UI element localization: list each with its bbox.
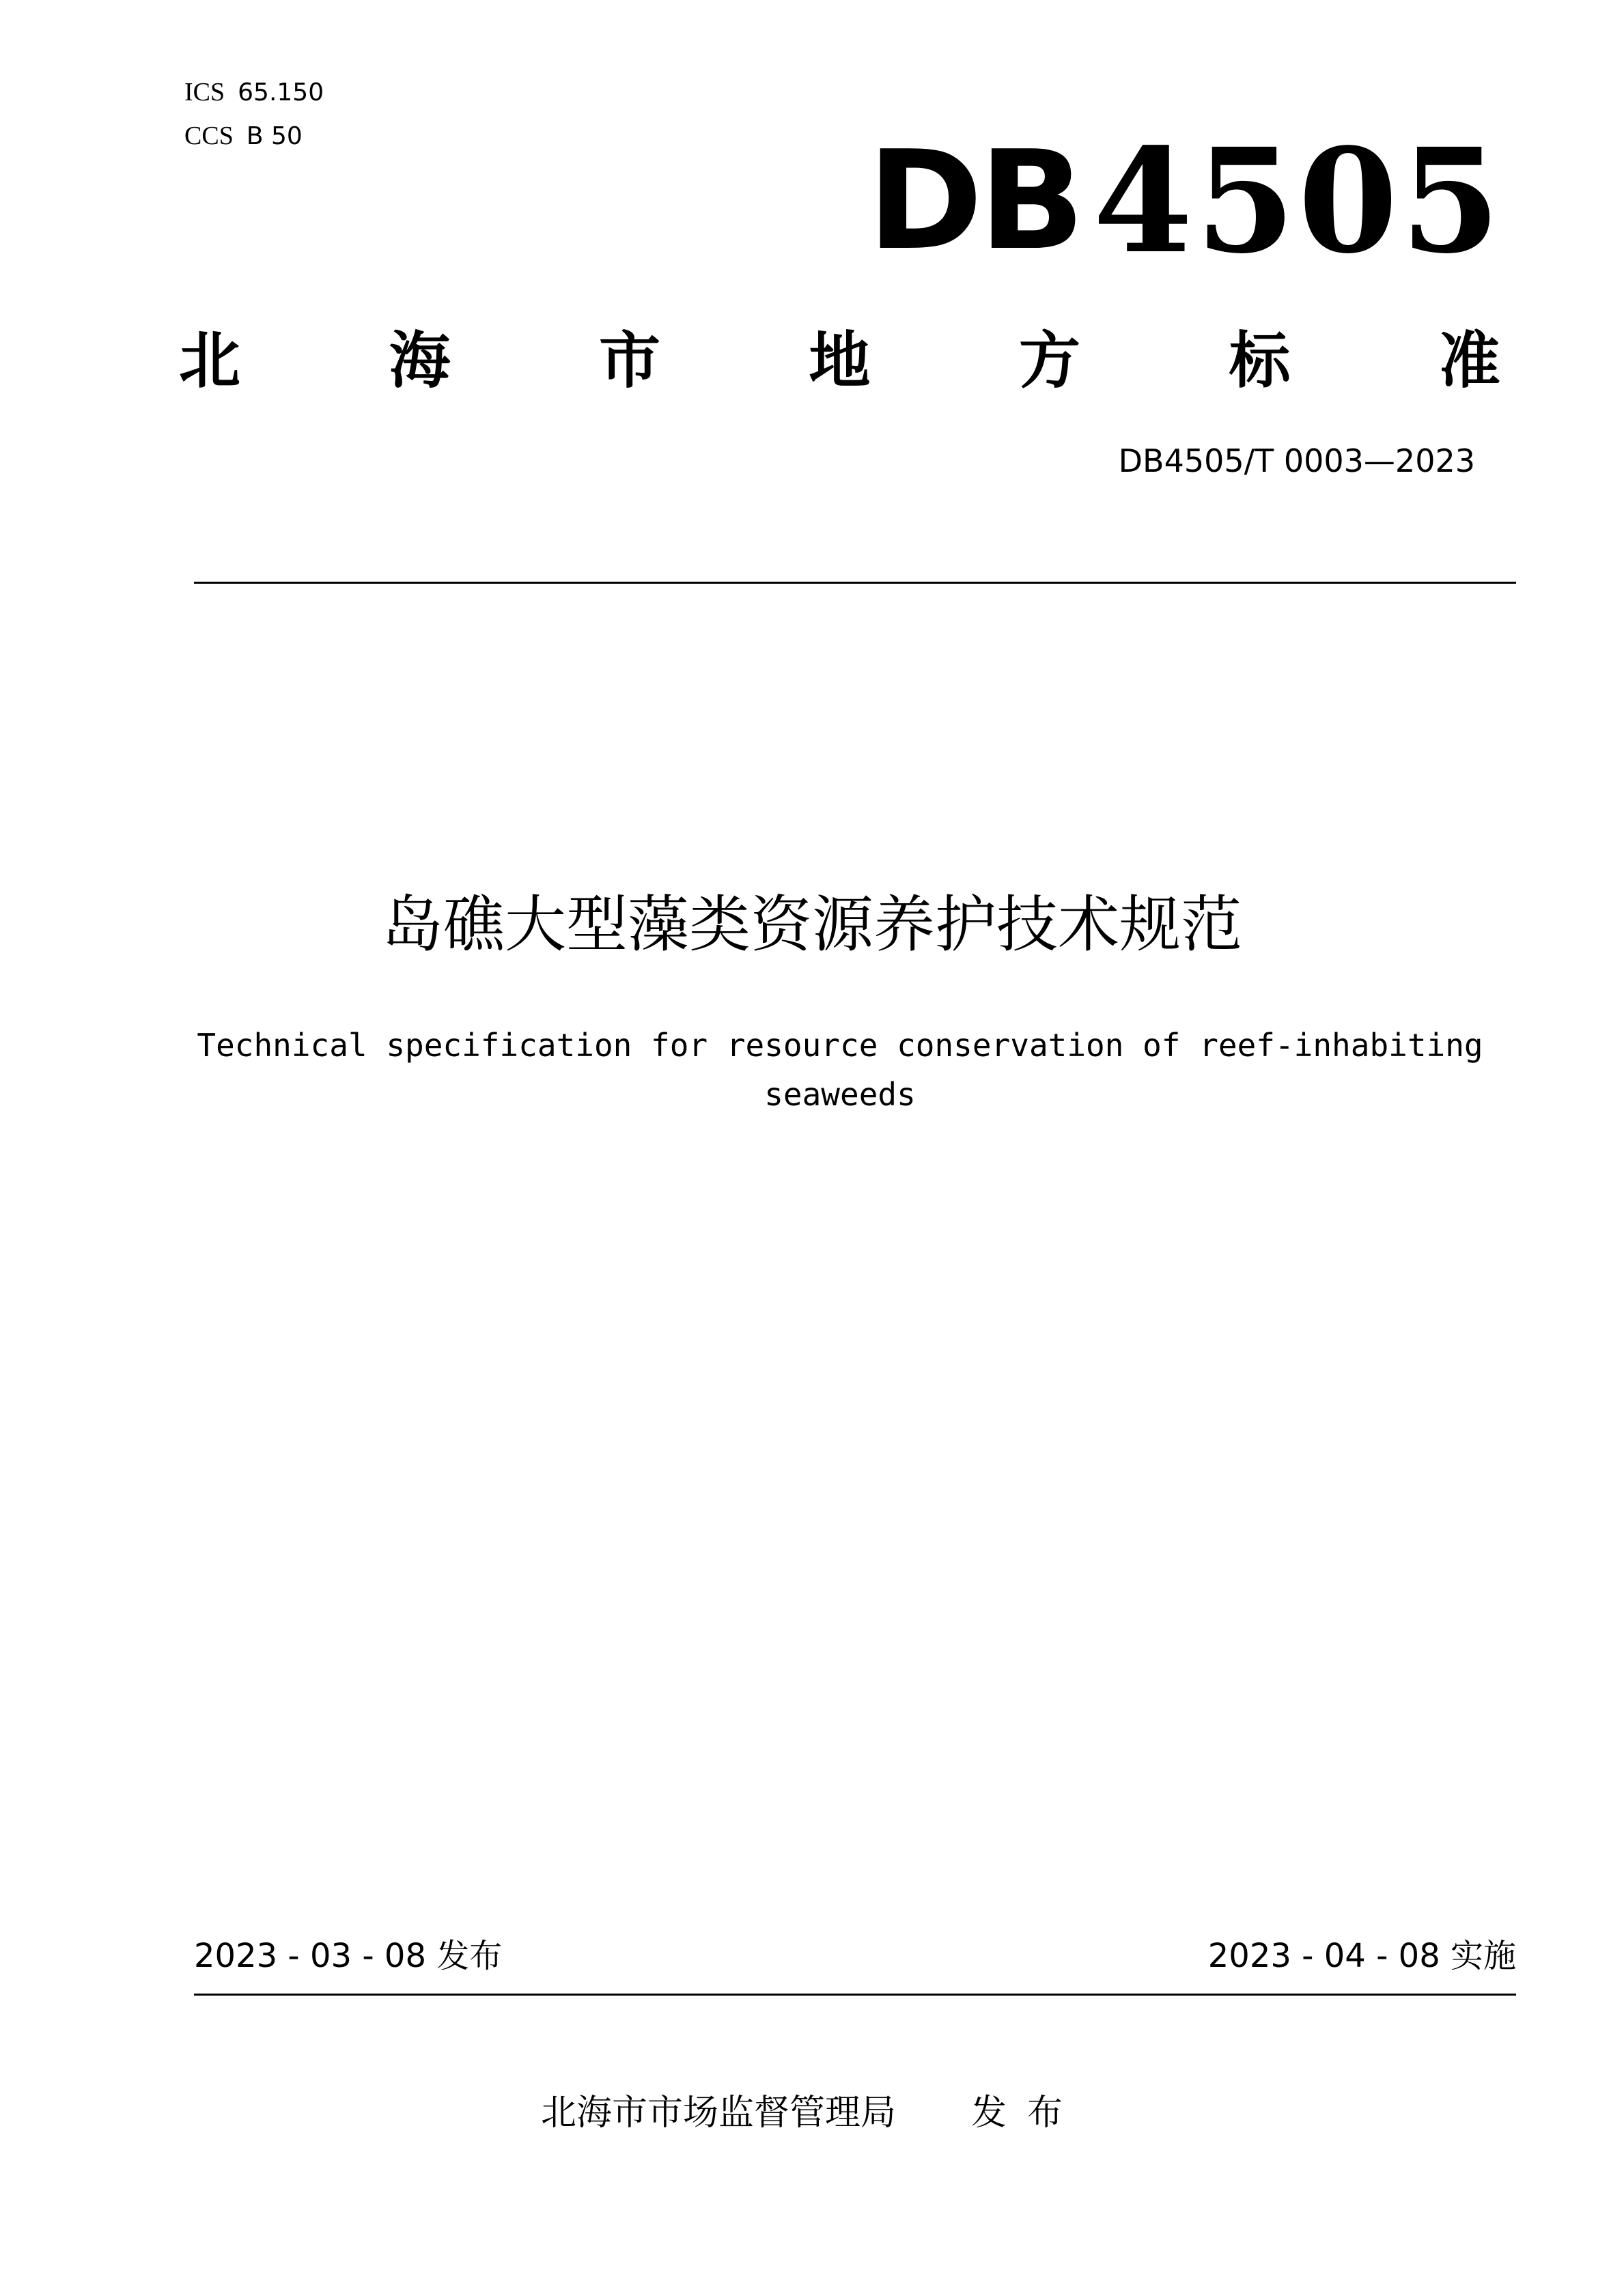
ics-classification (184, 76, 324, 109)
standard-type-char: 方 (1019, 325, 1080, 397)
top-divider (194, 582, 1516, 584)
publish-action: 发布 (971, 2093, 1084, 2134)
document-title-en: Technical specification for resource conservation of reef-inhabiting seaweeds (197, 1027, 1483, 1113)
bottom-divider (194, 1994, 1516, 1996)
ccs-label: CCS (184, 122, 234, 150)
publisher-name: 北海市市场监督管理局 (540, 2093, 896, 2134)
ccs-classification (184, 120, 303, 152)
document-title-zh: 岛礁大型藻类资源养护技术规范 (382, 889, 1242, 961)
db-logo-prefix: DB (867, 122, 1081, 281)
db-logo-code: 4505 (1093, 117, 1503, 285)
ccs-code: B 50 (246, 122, 303, 150)
standard-type-char: 标 (1229, 325, 1291, 397)
implementation-date: 2023 - 04 - 08 实施 (1207, 1937, 1516, 1975)
db-standard-logo (867, 117, 1503, 285)
ics-code: 65.150 (238, 79, 324, 107)
standard-type-heading (179, 311, 1500, 399)
standard-type-char: 市 (599, 325, 660, 397)
standard-type-char: 海 (389, 325, 451, 397)
standard-type-char: 地 (809, 325, 871, 397)
standard-type-char: 准 (1439, 325, 1500, 397)
standard-number: DB4505/T 0003—2023 (1118, 442, 1475, 479)
issue-date: 2023 - 03 - 08 发布 (194, 1937, 503, 1975)
ics-label: ICS (184, 78, 225, 107)
standard-type-char: 北 (179, 325, 240, 397)
publisher-line (0, 2089, 1624, 2137)
